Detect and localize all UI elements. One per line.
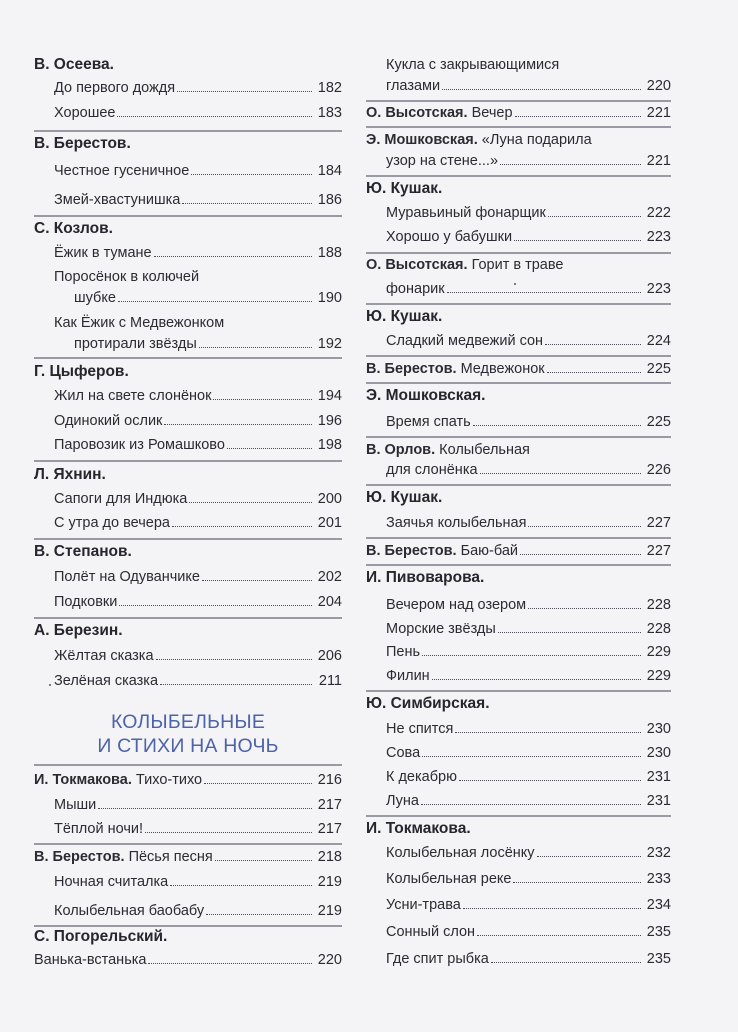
dot-leader (118, 290, 312, 302)
dot-leader (545, 333, 641, 345)
divider (34, 357, 342, 359)
author-heading: Л. Яхнин. (34, 466, 106, 483)
author-heading: Ю. Кушак. (366, 489, 443, 506)
dot-leader (189, 491, 311, 503)
divider (366, 690, 671, 692)
page-number: 223 (646, 281, 671, 297)
divider (34, 130, 342, 132)
dot-leader (432, 668, 641, 680)
author-heading: И. Пивоварова. (366, 569, 485, 586)
dot-leader (154, 245, 312, 257)
author-heading: В. Берестов. (34, 849, 125, 865)
page-number: 184 (317, 163, 342, 179)
toc-entry[interactable]: В. Берестов. Медвежонок 225 (366, 361, 671, 377)
divider (366, 175, 671, 177)
toc-entry[interactable]: Поросёнок в колючей шубке 190 (54, 269, 342, 306)
toc-entry[interactable]: В. Орлов. Колыбельная для слонёнка 226 (366, 442, 671, 478)
dot-leader (119, 594, 311, 606)
dot-leader (202, 569, 312, 581)
author-heading: Э. Мошковская. (366, 132, 478, 148)
page-number: 206 (317, 648, 342, 664)
dot-leader (156, 648, 312, 660)
author-heading: С. Погорельский. (34, 928, 168, 945)
page-number: 231 (646, 793, 671, 809)
author-heading: Э. Мошковская. (366, 387, 486, 404)
toc-entry[interactable]: Сова 230 (386, 745, 671, 761)
dot-leader (422, 644, 641, 656)
toc-entry[interactable]: Вечером над озером 228 (386, 597, 671, 613)
toc-entry[interactable]: Жил на свете слонёнок 194 (54, 388, 342, 404)
dot-leader (447, 281, 641, 293)
section-heading: КОЛЫБЕЛЬНЫЕ И СТИХИ НА НОЧЬ (97, 711, 279, 757)
author-heading: Ю. Кушак. (366, 308, 443, 325)
toc-entry[interactable]: Сонный слон 235 (386, 924, 671, 940)
page-number: 225 (646, 414, 671, 430)
page-number: 225 (646, 361, 671, 377)
author-heading: Г. Цыферов. (34, 363, 129, 380)
divider (34, 843, 342, 845)
toc-entry[interactable]: Пень 229 (386, 644, 671, 660)
toc-entry[interactable]: Муравьиный фонарщик 222 (386, 205, 671, 221)
page-number: 229 (646, 668, 671, 684)
page-number: 229 (646, 644, 671, 660)
page-number: 202 (317, 569, 342, 585)
dot-leader (191, 163, 312, 175)
page-number: 218 (317, 849, 342, 865)
toc-entry[interactable]: Усни-трава 234 (386, 897, 671, 913)
author-heading: В. Степанов. (34, 543, 132, 560)
dot-leader (172, 515, 312, 527)
toc-entry[interactable]: Как Ёжик с Медвежонком протирали звёзды 192 (54, 315, 342, 352)
dot-leader (442, 78, 641, 90)
page-number: 235 (646, 951, 671, 967)
dot-leader (520, 543, 641, 555)
toc-entry[interactable]: В. Берестов. Пёсья песня 218 (34, 849, 342, 865)
page-number: 220 (646, 78, 671, 94)
dot-leader (199, 336, 312, 348)
dot-leader (477, 924, 641, 936)
print-speck (514, 283, 516, 285)
toc-entry[interactable]: Жёлтая сказка 206 (54, 648, 342, 664)
page-number: 217 (317, 797, 342, 813)
divider (366, 252, 671, 254)
toc-entry[interactable]: Не спится 230 (386, 721, 671, 737)
toc-entry[interactable]: Ночная считалка 219 (54, 874, 342, 890)
dot-leader (145, 821, 312, 833)
page-number: 182 (317, 80, 342, 96)
page-number: 227 (646, 543, 671, 559)
dot-leader (537, 845, 641, 857)
page-number: 219 (317, 903, 342, 919)
author-heading: Ю. Симбирская. (366, 695, 490, 712)
dot-leader (473, 414, 641, 426)
divider (366, 537, 671, 539)
toc-entry[interactable]: Ванька-встанька 220 (34, 952, 342, 968)
page-number: 221 (646, 153, 671, 169)
toc-entry[interactable]: Э. Мошковская. «Луна подарила узор на стене...» 221 (366, 132, 671, 169)
dot-leader (548, 205, 641, 217)
dot-leader (117, 105, 311, 117)
divider (366, 303, 671, 305)
author-heading: В. Берестов. (366, 543, 457, 559)
dot-leader (98, 797, 312, 809)
page-number: 222 (646, 205, 671, 221)
dot-leader (148, 952, 311, 964)
author-heading: И. Токмакова. (366, 820, 471, 837)
dot-leader (491, 951, 641, 963)
toc-entry[interactable]: К декабрю 231 (386, 769, 671, 785)
author-heading: Ю. Кушак. (366, 180, 443, 197)
dot-leader (513, 871, 640, 883)
page-number: 221 (646, 105, 671, 121)
toc-entry[interactable]: До первого дождя 182 (54, 80, 342, 96)
divider (366, 564, 671, 566)
page-number: 233 (646, 871, 671, 887)
page-number: 234 (646, 897, 671, 913)
toc-entry[interactable]: О. Высотская. Горит в траве фонарик 223 (366, 257, 671, 297)
page-number: 192 (317, 336, 342, 352)
print-speck (49, 684, 51, 686)
toc-entry[interactable]: В. Берестов. Баю-бай 227 (366, 543, 671, 559)
dot-leader (227, 437, 312, 449)
page-number: 226 (646, 462, 671, 478)
toc-entry[interactable]: Колыбельная лосёнку 232 (386, 845, 671, 861)
page-number: 188 (317, 245, 342, 261)
page-number: 216 (317, 772, 342, 788)
author-heading: В. Орлов. (366, 442, 436, 458)
dot-leader (498, 621, 641, 633)
author-heading: С. Козлов. (34, 220, 113, 237)
toc-entry[interactable]: Паровозик из Ромашково 198 (54, 437, 342, 453)
toc-entry[interactable]: С утра до вечера 201 (54, 515, 342, 531)
author-heading: В. Берестов. (34, 135, 131, 152)
divider (34, 460, 342, 462)
page-number: 235 (646, 924, 671, 940)
dot-leader (459, 769, 641, 781)
dot-leader (528, 597, 641, 609)
divider (366, 355, 671, 357)
dot-leader (182, 192, 311, 204)
toc-entry[interactable]: Время спать 225 (386, 414, 671, 430)
author-heading: А. Березин. (34, 622, 123, 639)
page-number: 219 (317, 874, 342, 890)
page-number: 228 (646, 621, 671, 637)
toc-entry[interactable]: Колыбельная баобабу 219 (54, 903, 342, 919)
dot-leader (215, 849, 312, 861)
toc-entry[interactable]: Сладкий медвежий сон 224 (386, 333, 671, 349)
toc-entry[interactable]: Луна 231 (386, 793, 671, 809)
toc-entry[interactable]: Зелёная сказка 211 (54, 673, 342, 689)
dot-leader (515, 105, 641, 117)
toc-entry[interactable]: Заячья колыбельная 227 (386, 515, 671, 531)
page-number: 223 (646, 229, 671, 245)
dot-leader (455, 721, 640, 733)
page-number: 230 (646, 745, 671, 761)
toc-entry[interactable]: Ёжик в тумане 188 (54, 245, 342, 261)
divider (366, 815, 671, 817)
toc-entry[interactable]: Змей-хвастунишка 186 (54, 192, 342, 208)
page-number: 201 (317, 515, 342, 531)
toc-entry[interactable]: Подковки 204 (54, 594, 342, 610)
dot-leader (463, 897, 641, 909)
dot-leader (422, 745, 641, 757)
page-number: 194 (317, 388, 342, 404)
divider (34, 764, 342, 766)
page-number: 227 (646, 515, 671, 531)
dot-leader (164, 413, 311, 425)
page-number: 200 (317, 491, 342, 507)
divider (366, 436, 671, 438)
dot-leader (528, 515, 640, 527)
dot-leader (421, 793, 641, 805)
page-number: 186 (317, 192, 342, 208)
divider (34, 215, 342, 217)
page-number: 198 (317, 437, 342, 453)
toc-entry[interactable]: Морские звёзды 228 (386, 621, 671, 637)
page-number: 230 (646, 721, 671, 737)
toc-entry[interactable]: Филин 229 (386, 668, 671, 684)
toc-entry[interactable]: Кукла с закрывающимися глазами 220 (386, 57, 671, 94)
page-number: 204 (317, 594, 342, 610)
toc-entry[interactable]: И. Токмакова. Тихо-тихо 216 (34, 772, 342, 788)
dot-leader (500, 153, 641, 165)
page-number: 220 (317, 952, 342, 968)
author-heading: И. Токмакова. (34, 772, 132, 788)
author-heading: О. Высотская. (366, 257, 468, 273)
toc-entry[interactable]: Честное гусеничное 184 (54, 163, 342, 179)
toc-entry[interactable]: Мыши 217 (54, 797, 342, 813)
dot-leader (547, 361, 641, 373)
dot-leader (204, 772, 312, 784)
page-number: 196 (317, 413, 342, 429)
page-number: 224 (646, 333, 671, 349)
author-heading: В. Осеева. (34, 56, 114, 73)
toc-entry[interactable]: Где спит рыбка 235 (386, 951, 671, 967)
author-heading: В. Берестов. (366, 361, 457, 377)
dot-leader (480, 462, 641, 474)
dot-leader (177, 80, 312, 92)
page-number: 232 (646, 845, 671, 861)
dot-leader (170, 874, 312, 886)
toc-entry[interactable]: Тёплой ночи! 217 (54, 821, 342, 837)
dot-leader (160, 673, 312, 685)
toc-entry[interactable]: Полёт на Одуванчике 202 (54, 569, 342, 585)
toc-entry[interactable]: О. Высотская. Вечер 221 (366, 105, 671, 121)
divider (366, 100, 671, 102)
toc-entry[interactable]: Колыбельная реке 233 (386, 871, 671, 887)
dot-leader (206, 903, 312, 915)
toc-entry[interactable]: Сапоги для Индюка 200 (54, 491, 342, 507)
toc-entry[interactable]: Хорошее 183 (54, 105, 342, 121)
dot-leader (514, 229, 641, 241)
divider (34, 538, 342, 540)
divider (34, 617, 342, 619)
page-number: 231 (646, 769, 671, 785)
author-heading: О. Высотская. (366, 105, 468, 121)
divider (34, 925, 342, 927)
dot-leader (213, 388, 311, 400)
page-number: 183 (317, 105, 342, 121)
page-number: 228 (646, 597, 671, 613)
page-number: 190 (317, 290, 342, 306)
page-number: 211 (318, 673, 342, 689)
toc-entry[interactable]: Хорошо у бабушки 223 (386, 229, 671, 245)
divider (366, 484, 671, 486)
divider (366, 382, 671, 384)
toc-entry[interactable]: Одинокий ослик 196 (54, 413, 342, 429)
page-number: 217 (317, 821, 342, 837)
divider (366, 126, 671, 128)
